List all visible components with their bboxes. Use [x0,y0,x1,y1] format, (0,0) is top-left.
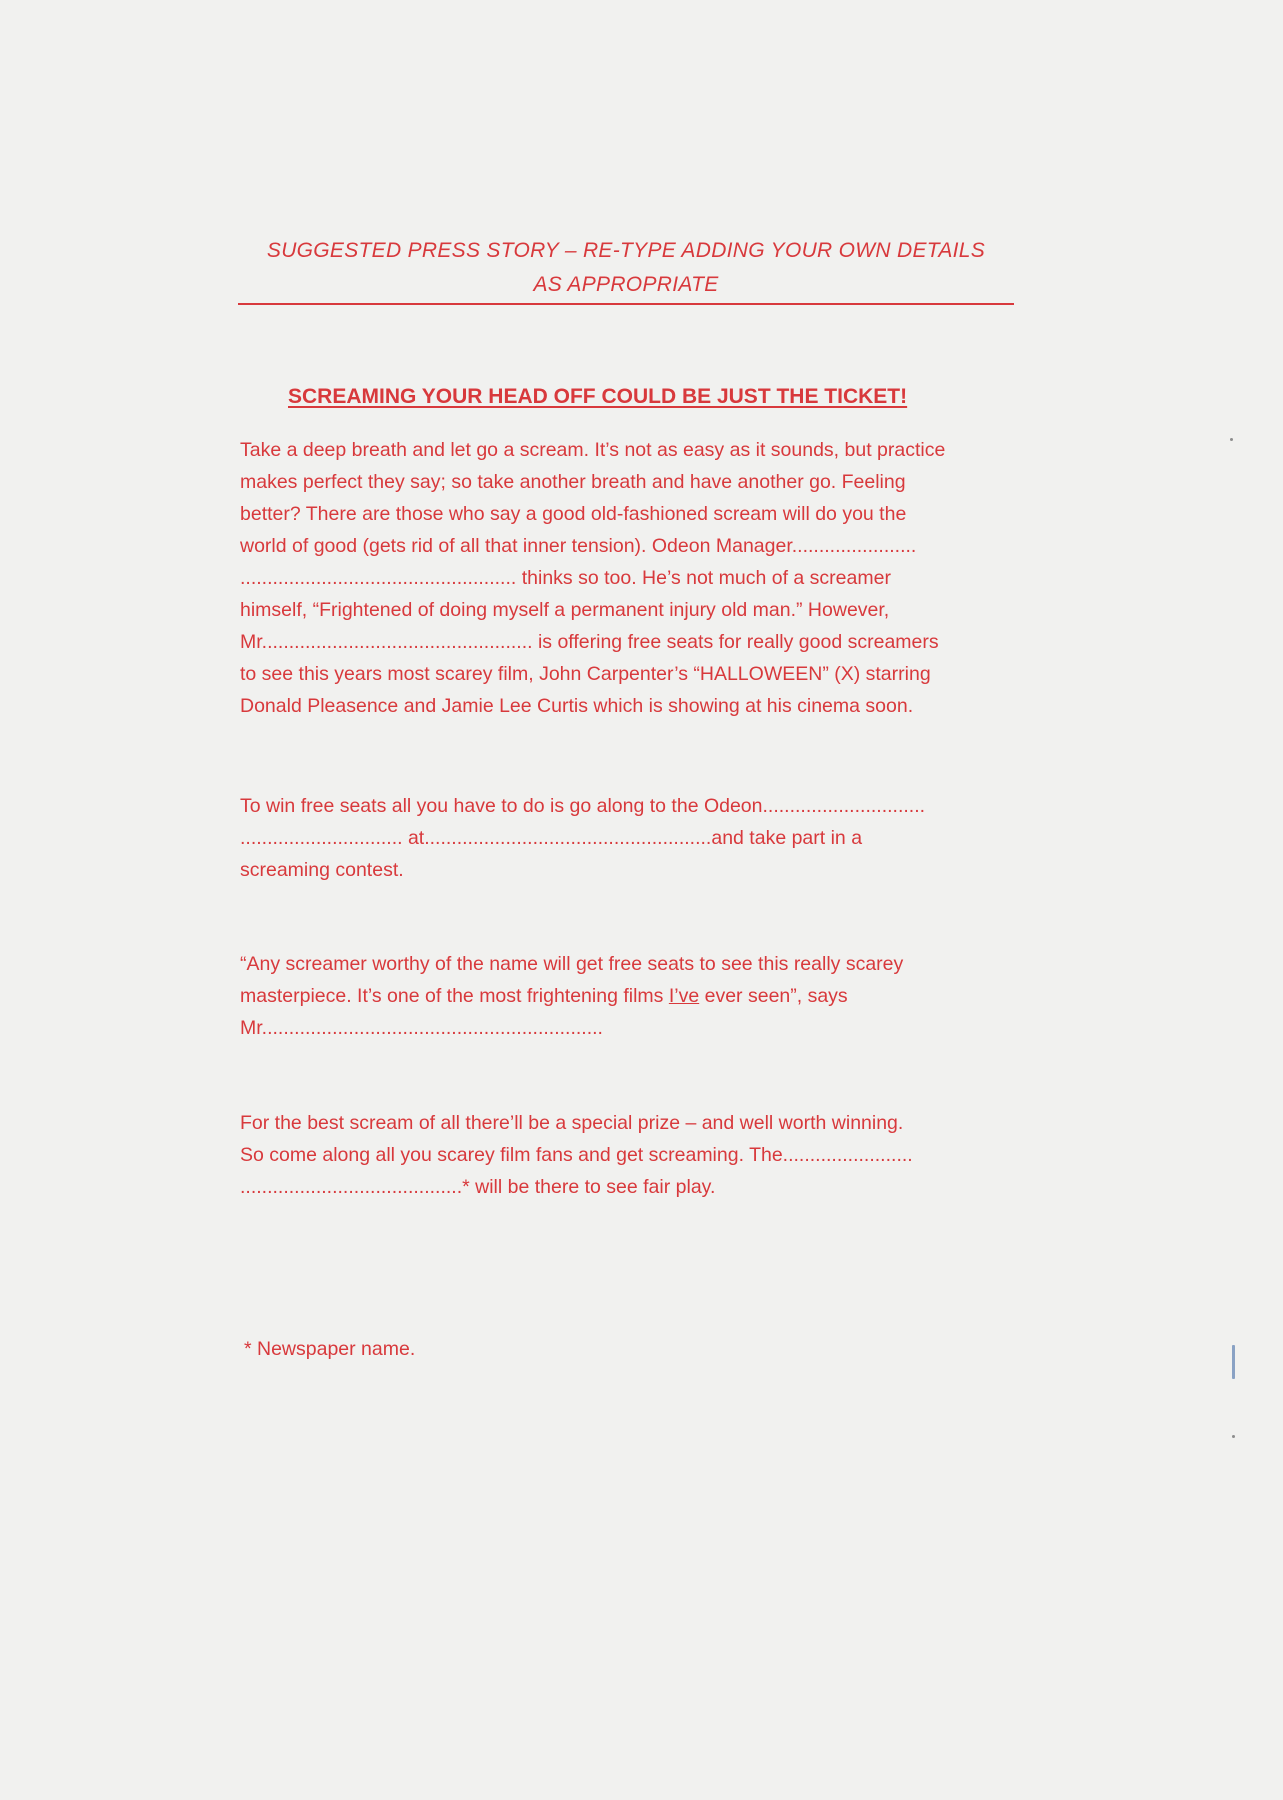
paragraph-line: .........................................* will be there to see fair play. [240,1176,716,1198]
header-divider [238,303,1014,305]
paragraph-line: For the best scream of all there’ll be a special prize – and well worth winning. [240,1112,904,1134]
paragraph-line: Mr............................................................... [240,1017,603,1039]
paragraph-line: .............................. at.....................................................and take part in a [240,827,863,849]
paragraph-line [240,980,1060,1012]
instruction-header-line-1: SUGGESTED PRESS STORY – RE-TYPE ADDING YOUR OWN DETAILS [266,239,986,262]
paragraph-line: To win free seats all you have to do is go along to the Odeon.............................. [240,795,926,817]
paragraph-line: So come along all you scarey film fans and get screaming. The........................ [240,1144,913,1166]
paragraph-line: “Any screamer worthy of the name will get free seats to see this really scarey [240,953,904,975]
story-paragraph-1 [240,434,1060,722]
story-headline: SCREAMING YOUR HEAD OFF COULD BE JUST THE TICKET! [288,385,908,408]
instruction-header-line-2: AS APPROPRIATE [533,273,719,296]
underlined-word: I’ve [668,985,700,1007]
paragraph-line: world of good (gets rid of all that inner tension). Odeon Manager....................... [240,535,917,557]
scan-speck [1230,438,1233,441]
footnote: * Newspaper name. [244,1338,416,1360]
paragraph-line: better? There are those who say a good old-fashioned scream will do you the [240,503,907,525]
paragraph-line: Take a deep breath and let go a scream. It’s not as easy as it sounds, but practice [240,439,946,461]
story-paragraph-2 [240,790,1060,886]
instruction-header [238,234,1014,302]
paragraph-line: makes perfect they say; so take another breath and have another go. Feeling [240,471,906,493]
scan-speck [1232,1435,1235,1438]
story-paragraph-3 [240,948,1060,1044]
paragraph-line: screaming contest. [240,859,404,881]
quote-text-after: ever seen”, says [699,985,848,1007]
quote-text-before: masterpiece. It’s one of the most frightening films [240,985,669,1007]
paragraph-line: himself, “Frightened of doing myself a permanent injury old man.” However, [240,599,890,621]
scan-mark [1232,1345,1235,1379]
paragraph-line: to see this years most scarey film, John Carpenter’s “HALLOWEEN” (X) starring [240,663,931,685]
paragraph-line: ................................................... thinks so too. He’s not much of a screamer [240,567,891,589]
paragraph-line: Mr.................................................. is offering free seats for really good screamers [240,631,939,653]
story-paragraph-4 [240,1107,1060,1203]
paragraph-line: Donald Pleasence and Jamie Lee Curtis which is showing at his cinema soon. [240,695,914,717]
